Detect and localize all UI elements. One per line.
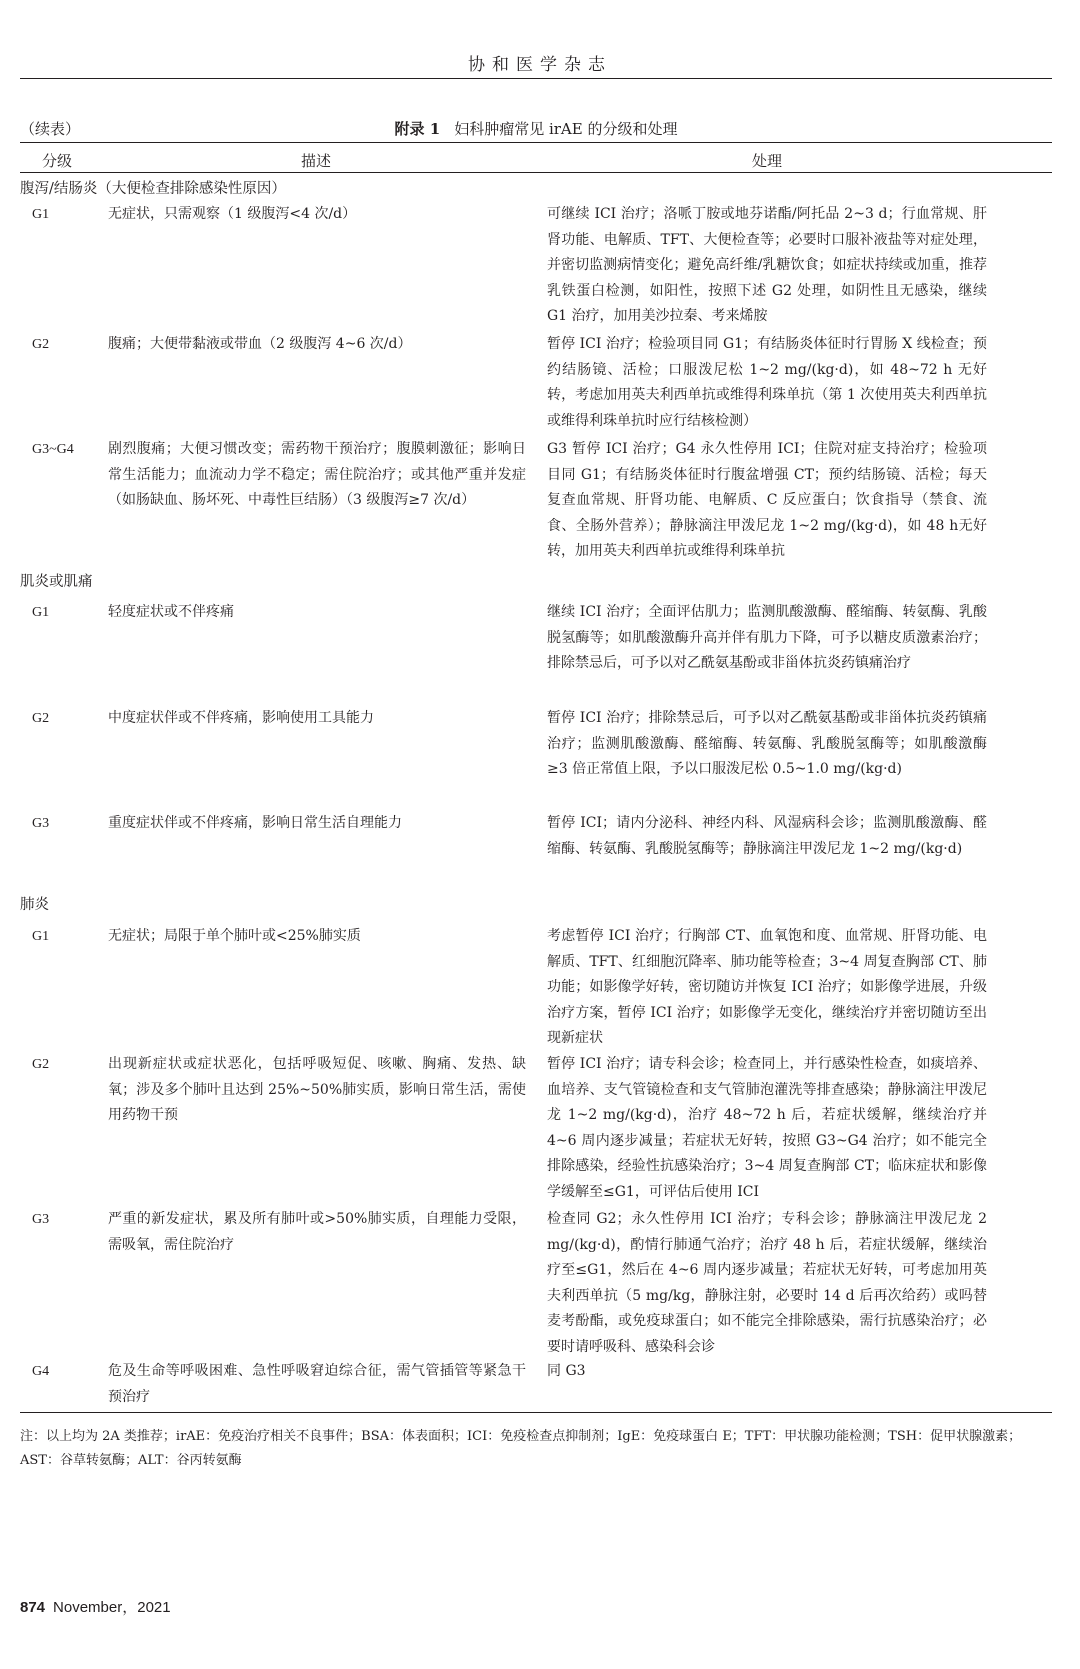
row-description: 腹痛；大便带黏液或带血（2 级腹泻 4~6 次/d） xyxy=(108,336,412,352)
row-description: 剧烈腹痛；大便习惯改变；需药物干预治疗；腹膜刺激征；影响日常生活能力；血流动力学不稳定；需住院治疗；或其他严重并发症（如肠缺血、肠坏死、中毒性巨结肠）（3 级腹泻≥7 次/d） xyxy=(108,441,526,508)
row-treatment: 暂停 ICI 治疗；请专科会诊；检查同上，并行感染性检查，如痰培养、血培养、支气管镜检查和支气管肺泡灌洗等排查感染；静脉滴注甲泼尼龙 1~2 mg/(kg·d)，治疗 48~72 h 后，若症状缓解，继续治疗并 4~6 周内逐步减量；若症状无好转，按照 G3~G4 治疗；如不能完全排除感染，经验性抗感染治疗；3~4 周复查胸部 CT；临床症状和影像学缓解至≤G1，可评估后使用 ICI xyxy=(547,1056,987,1200)
table-title xyxy=(20,118,1052,139)
row-description: 重度症状伴或不伴疼痛，影响日常生活自理能力 xyxy=(108,815,402,831)
issue-date: November，2021 xyxy=(53,1599,171,1616)
row-treatment: G3 暂停 ICI 治疗；G4 永久性停用 ICI；住院对症支持治疗；检验项目同 G1；有结肠炎体征时行腹盆增强 CT；预约结肠镜、活检；每天复查血常规、肝肾功能、电解质、C 反应蛋白；饮食指导（禁食、流食、全肠外营养）；静脉滴注甲泼尼龙 1~2 mg/(kg·d)，如 48 h无好转，加用英夫利西单抗或维得利珠单抗 xyxy=(547,441,987,559)
row-grade: G3~G4 xyxy=(32,442,74,457)
row-grade: G3 xyxy=(32,816,50,831)
table-footnote: 注：以上均为 2A 类推荐；irAE：免疫治疗相关不良事件；BSA：体表面积；ICI：免疫检查点抑制剂；IgE：免疫球蛋白 E；TFT：甲状腺功能检测；TSH：促甲状腺激素；AST：谷草转氨酶；ALT：谷丙转氨酶 xyxy=(20,1429,1022,1468)
section-title: 肌炎或肌痛 xyxy=(20,574,93,590)
table-top-rule xyxy=(20,142,1052,143)
row-treatment: 同 G3 xyxy=(547,1363,586,1379)
row-treatment: 检查同 G2；永久性停用 ICI 治疗；专科会诊；静脉滴注甲泼尼龙 2 mg/(kg·d)，酌情行肺通气治疗；治疗 48 h 后，若症状缓解，继续治疗至≤G1，然后在 4~6 周内逐步减量；若症状无好转，可考虑加用英夫利西单抗（5 mg/kg，静脉注射，必要时 14 d 后再次给药）或吗替麦考酚酯，或免疫球蛋白；如不能完全排除感染，需行抗感染治疗；必要时请呼吸科、感染科会诊 xyxy=(547,1211,987,1355)
row-treatment: 考虑暂停 ICI 治疗；行胸部 CT、血氧饱和度、血常规、肝肾功能、电解质、TFT、红细胞沉降率、肺功能等检查；3~4 周复查胸部 CT、肺功能；如影像学好转，密切随访并恢复 ICI 治疗；如影像学进展，升级治疗方案，暂停 ICI 治疗；如影像学无变化，继续治疗并密切随访至出现新症状 xyxy=(547,928,987,1046)
section-title: 腹泻/结肠炎（大便检查排除感染性原因） xyxy=(20,181,286,197)
row-description: 无症状；局限于单个肺叶或<25%肺实质 xyxy=(108,928,361,944)
section-title: 肺炎 xyxy=(20,897,49,913)
column-header-treatment: 处理 xyxy=(752,152,783,170)
row-treatment: 继续 ICI 治疗；全面评估肌力；监测肌酸激酶、醛缩酶、转氨酶、乳酸脱氢酶等；如肌酸激酶升高并伴有肌力下降，可予以糖皮质激素治疗；排除禁忌后，可予以对乙酰氨基酚或非甾体抗炎药镇痛治疗 xyxy=(547,604,987,671)
row-description: 无症状，只需观察（1 级腹泻<4 次/d） xyxy=(108,206,357,222)
table-number: 附录 1 xyxy=(394,120,441,138)
table-caption xyxy=(20,118,1052,142)
table-header-rule xyxy=(20,172,1052,173)
row-grade: G2 xyxy=(32,337,50,352)
row-grade: G4 xyxy=(32,1364,50,1379)
row-description: 出现新症状或症状恶化，包括呼吸短促、咳嗽、胸痛、发热、缺氧；涉及多个肺叶且达到 25%~50%肺实质，影响日常生活，需使用药物干预 xyxy=(108,1056,526,1123)
table-title-text: 妇科肿瘤常见 irAE 的分级和处理 xyxy=(454,120,678,138)
row-treatment: 暂停 ICI 治疗；排除禁忌后，可予以对乙酰氨基酚或非甾体抗炎药镇痛治疗；监测肌酸激酶、醛缩酶、转氨酶、乳酸脱氢酶等；如肌酸激酶≥3 倍正常值上限，予以口服泼尼松 0.5~1.0 mg/(kg·d) xyxy=(547,710,987,777)
row-description: 轻度症状或不伴疼痛 xyxy=(108,604,234,620)
column-header-description: 描述 xyxy=(301,152,332,170)
row-description: 危及生命等呼吸困难、急性呼吸窘迫综合征，需气管插管等紧急干预治疗 xyxy=(108,1363,526,1405)
continued-label: （续表） xyxy=(20,120,81,138)
row-grade: G2 xyxy=(32,711,50,726)
row-grade: G2 xyxy=(32,1057,50,1072)
row-treatment: 暂停 ICI 治疗；检验项目同 G1；有结肠炎体征时行胃肠 X 线检查；预约结肠镜、活检；口服泼尼松 1~2 mg/(kg·d)，如 48~72 h 无好转，考虑加用英夫利西单抗或维得利珠单抗（第 1 次使用英夫利西单抗或维得利珠单抗时应行结核检测） xyxy=(547,336,987,429)
journal-header: 协和医学杂志 xyxy=(468,55,612,75)
page-footer xyxy=(20,1596,171,1617)
header-rule xyxy=(20,78,1052,79)
row-description: 中度症状伴或不伴疼痛，影响使用工具能力 xyxy=(108,710,374,726)
page-number: 874 xyxy=(20,1599,46,1616)
row-description: 严重的新发症状，累及所有肺叶或>50%肺实质，自理能力受限，需吸氧，需住院治疗 xyxy=(108,1211,526,1253)
row-grade: G1 xyxy=(32,207,50,222)
column-header-grade: 分级 xyxy=(42,152,73,170)
row-grade: G3 xyxy=(32,1212,50,1227)
row-treatment: 暂停 ICI；请内分泌科、神经内科、风湿病科会诊；监测肌酸激酶、醛缩酶、转氨酶、乳酸脱氢酶等；静脉滴注甲泼尼龙 1~2 mg/(kg·d) xyxy=(547,815,987,857)
row-treatment: 可继续 ICI 治疗；洛哌丁胺或地芬诺酯/阿托品 2~3 d；行血常规、肝肾功能、电解质、TFT、大便检查等；必要时口服补液盐等对症处理，并密切监测病情变化；避免高纤维/乳糖饮食；如症状持续或加重，推荐乳铁蛋白检测，如阳性，按照下述 G2 处理，如阴性且无感染，继续 G1 治疗，加用美沙拉秦、考来烯胺 xyxy=(547,206,987,324)
row-grade: G1 xyxy=(32,605,50,620)
table-bottom-rule xyxy=(20,1412,1052,1413)
row-grade: G1 xyxy=(32,929,50,944)
